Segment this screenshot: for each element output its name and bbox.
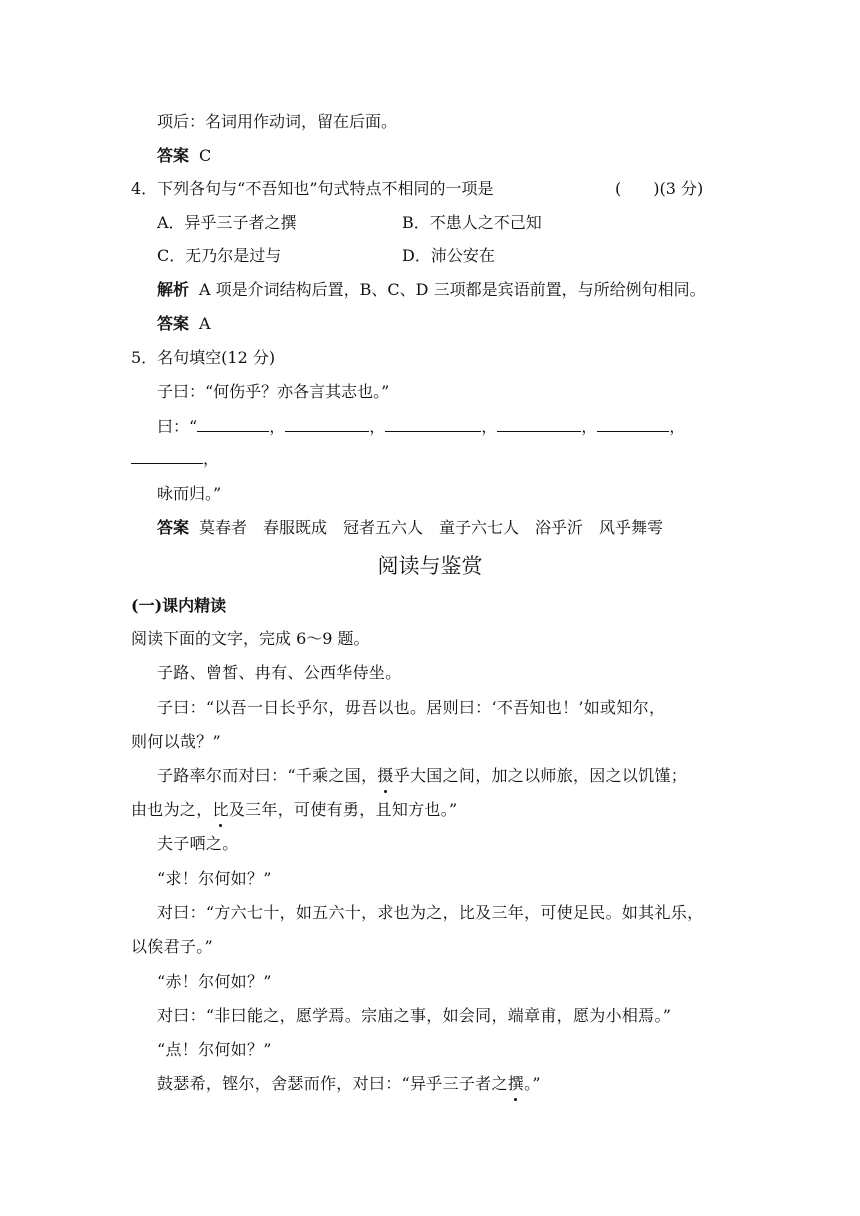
analysis-text: A 项是介词结构后置，B、C、D 三项都是宾语前置，与所给例句相同。 [199,280,706,299]
answer-label: 答案 [157,518,190,537]
passage-p3a [157,765,687,787]
text-segment: 。” [524,1074,541,1093]
blank-1[interactable] [197,416,269,432]
option-b: B．不患人之不己知 [402,213,542,232]
answer-label: 答案 [157,314,190,333]
passage-p8: 对曰：“非曰能之，愿学焉。宗庙之事，如会同，端章甫，愿为小相焉。” [157,1006,672,1025]
blank-6[interactable] [131,448,203,464]
question-4-text: 4．下列各句与“不吾知也”句式特点不相同的一项是 [131,179,494,198]
blank-3[interactable] [385,416,481,432]
question-4 [131,178,494,200]
answer-value: C [199,146,212,165]
answer-line-q3 [157,145,211,167]
answer-line-q5 [157,517,663,539]
text-segment: 乎大国之间，加之以师旅，因之以饥馑； [393,766,688,785]
option-a: A．异乎三子者之撰 [157,213,297,232]
answer-label: 答案 [157,146,190,165]
comma: ， [481,417,498,436]
explanation-line [157,111,397,133]
passage-p2a: 子曰：“以吾一日长乎尔，毋吾以也。居则曰：‘不吾知也！’如或知尔， [157,698,666,717]
comma: ， [581,417,598,436]
text-segment: 由也为之， [131,800,213,819]
passage-p2b: 则何以哉？” [131,732,221,751]
blank-5[interactable] [597,416,669,432]
quote-line: 子曰：“何伤乎？亦各言其志也。” [157,382,390,401]
passage-p7: “赤！尔何如？” [157,972,272,991]
passage-p4: 夫子哂之。 [157,834,239,853]
section-title: 阅读与鉴赏 [377,554,483,578]
comma: ， [203,449,220,468]
fill-blank-line-2 [131,448,219,470]
blank-4[interactable] [497,416,581,432]
text-segment: 鼓瑟希，铿尔，舍瑟而作，对曰：“异乎三子者之 [157,1074,508,1093]
option-d: D．沛公安在 [402,246,495,265]
analysis-line-q4 [157,279,706,301]
blank-2[interactable] [285,416,369,432]
emphasis-char: 比 [212,800,229,819]
text-segment: 子路率尔而对曰：“千乘之国， [157,766,378,785]
fill-prefix: 曰：“ [157,417,198,436]
subsection-title: (一)课内精读 [131,596,227,615]
fill-blank-line-1 [157,416,685,438]
passage-p5: “求！尔何如？” [157,869,272,888]
answer-value: A [199,314,211,333]
answer-value: 莫春者 春服既成 冠者五六人 童子六七人 浴乎沂 风乎舞雩 [199,518,664,537]
emphasis-char: 摄 [377,766,394,785]
option-c: C．无乃尔是过与 [157,246,282,265]
comma: ， [369,417,386,436]
question-4-score: ( )(3 分) [615,179,704,198]
comma: ， [669,417,686,436]
passage-p1: 子路、曾皙、冉有、公西华侍坐。 [157,663,402,682]
quote-ending: 咏而归。” [157,484,222,503]
passage-p3b [131,799,458,821]
answer-line-q4 [157,313,211,335]
question-5: 5．名句填空(12 分) [131,348,276,367]
emphasis-char: 撰 [507,1074,525,1093]
comma: ， [269,417,286,436]
passage-p6a: 对曰：“方六七十，如五六十，求也为之，比及三年，可使足民。如其礼乐， [157,903,704,922]
text-segment: 及三年，可使有勇，且知方也。” [228,800,458,819]
passage-p9: “点！尔何如？” [157,1040,272,1059]
passage-p6b: 以俟君子。” [131,937,213,956]
reading-instruction: 阅读下面的文字，完成 6～9 题。 [131,629,370,648]
explanation-text: 项后：名词用作动词，留在后面。 [157,112,398,131]
passage-p10 [157,1073,541,1095]
analysis-label: 解析 [157,280,190,299]
